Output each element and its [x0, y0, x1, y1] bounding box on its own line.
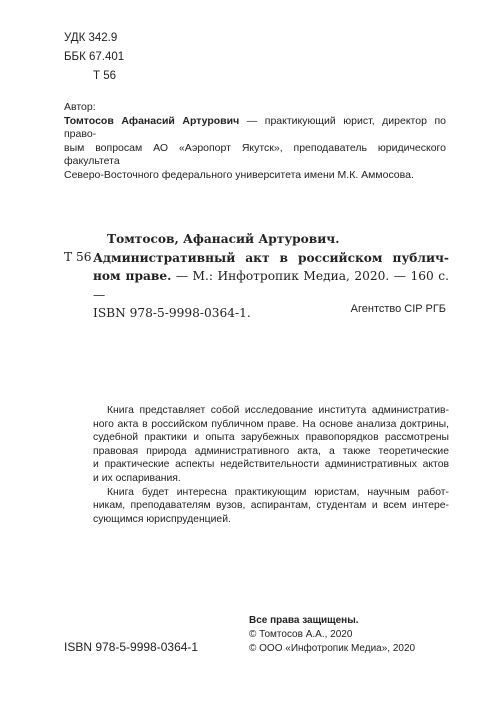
author-info-line2: вым вопросам АО «Аэропорт Якутск», преподаватель юридического факультета [64, 141, 446, 168]
catalog-title-line2 [93, 267, 449, 304]
author-info-line1 [64, 115, 446, 142]
annotation-line: сующимся юриспруденцией. [93, 513, 231, 525]
annotation-paragraph-2 [93, 486, 449, 527]
copyright-publisher: © ООО «Инфотропик Медиа», 2020 [249, 643, 416, 654]
author-mark: Т 56 [93, 70, 117, 82]
footer-isbn: ISBN 978-5-9998-0364-1 [64, 640, 199, 654]
author-info [64, 101, 446, 183]
copyright-block [249, 614, 415, 656]
rights-reserved: Все права защищены. [249, 615, 359, 626]
catalog-title-line1: Административный акт в российском публич- [93, 250, 449, 265]
annotation-line: и практические аспекты недействительности административных актов [93, 459, 449, 471]
annotation-line: никам, преподавателям вузов, аспирантам, студентам и всем интере- [93, 500, 449, 512]
udk-code: УДК 342.9 [64, 32, 118, 44]
annotation-paragraph-1 [93, 404, 449, 486]
catalog-isbn: ISBN 978-5-9998-0364-1. [93, 306, 251, 320]
annotation-line: и их оспаривания. [93, 472, 181, 484]
cip-agency: Агентство CIP РГБ [350, 303, 446, 315]
catalog-mark: Т 56 [64, 250, 92, 264]
annotation-line: Книга будет интересна практикующим юристам, научным работ- [107, 486, 449, 498]
catalog-author: Томтосов, Афанасий Артурович. [107, 232, 340, 246]
author-description-start: — практикующий юрист, директор по право- [64, 114, 446, 141]
copyright-author: © Томтосов А.А., 2020 [249, 629, 353, 640]
annotation [93, 404, 449, 526]
author-label: Автор: [64, 101, 96, 113]
annotation-line: Книга представляет собой исследование института административ- [107, 405, 449, 416]
annotation-line: правовая природа административного акта, а также теоретические [93, 445, 449, 457]
catalog-imprint: — М.: Инфотропик Медиа, 2020. — 160 с. — [93, 269, 449, 302]
catalog-title-end: ном праве. [93, 269, 172, 283]
author-name: Томтосов Афанасий Артурович [64, 114, 240, 127]
annotation-line: судебной практики и опыта зарубежных правопорядков рассмотрены [93, 432, 449, 444]
annotation-line: ного акта в российском публичном праве. На основе анализа доктрины, [93, 418, 449, 430]
author-info-line3: Северо-Восточного федерального университета имени М.К. Аммосова. [64, 168, 414, 181]
bbk-code: ББК 67.401 [64, 51, 125, 63]
